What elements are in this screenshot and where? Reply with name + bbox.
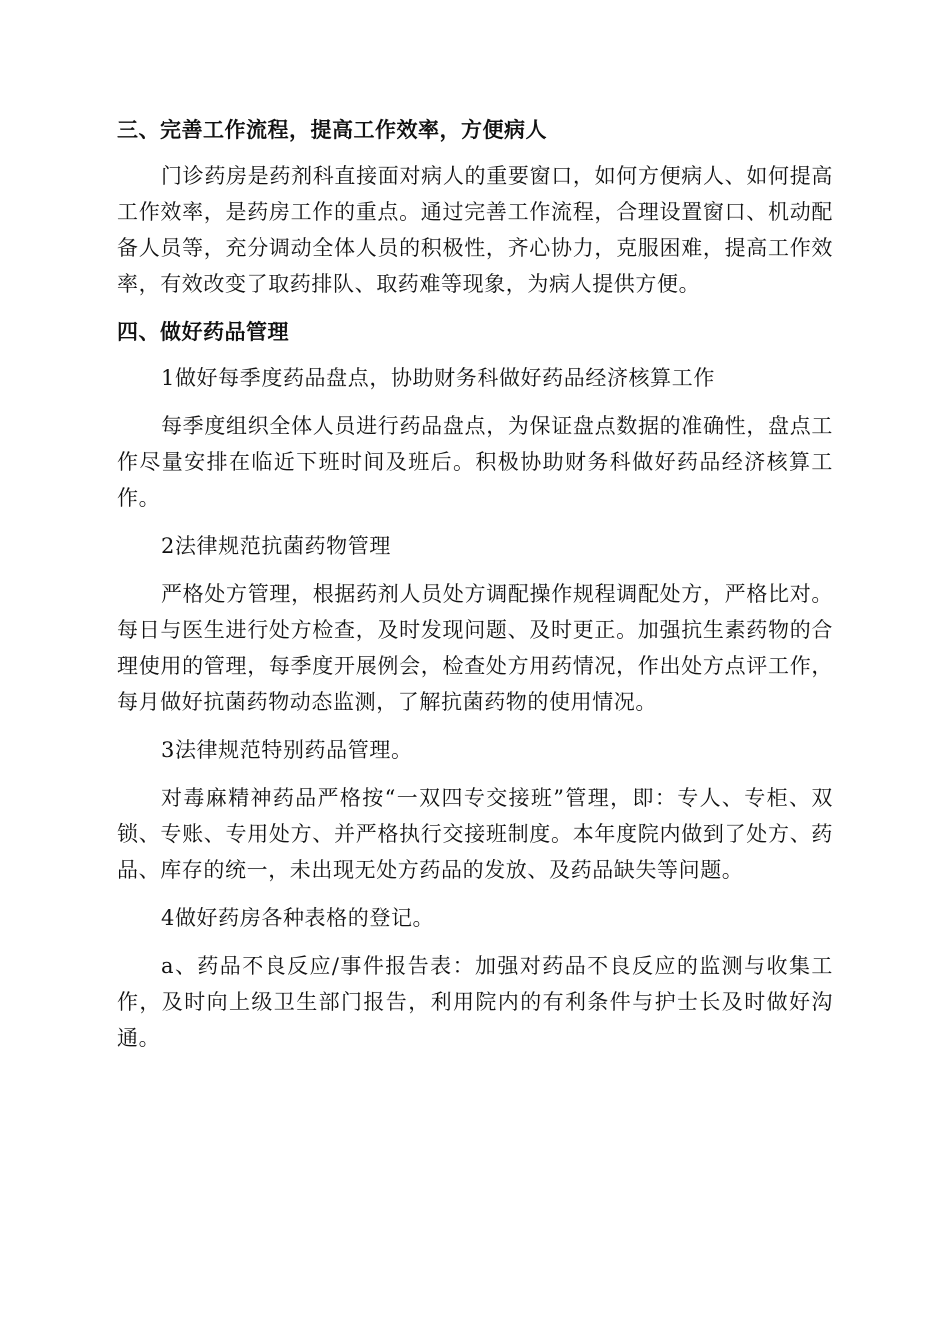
section-3-paragraph: 门诊药房是药剂科直接面对病人的重要窗口，如何方便病人、如何提高工作效率，是药房工作的重点。通过完善工作流程，合理设置窗口、机动配备人员等，充分调动全体人员的积极性，齐心协力，克服困难，提高工作效率，有效改变了取药排队、取药难等现象，为病人提供方便。 [117,164,833,296]
item-4-title: 4做好药房各种表格的登记。 [161,906,435,930]
item-3-text: 对毒麻精神药品严格按“一双四专交接班”管理，即：专人、专柜、双锁、专账、专用处方、并严格执行交接班制度。本年度院内做到了处方、药品、库存的统一，未出现无处方药品的发放、及药品缺失等问题。 [117,786,833,882]
item-2-text: 严格处方管理，根据药剂人员处方调配操作规程调配处方，严格比对。每日与医生进行处方检查，及时发现问题、及时更正。加强抗生素药物的合理使用的管理，每季度开展例会，检查处方用药情况，作出处方点评工作，每月做好抗菌药物动态监测，了解抗菌药物的使用情况。 [117,582,833,714]
item-2-title: 2法律规范抗菌药物管理 [161,534,391,558]
section-4-heading: 四、做好药品管理 [117,320,289,344]
document-body [117,112,833,1056]
section-3-heading: 三、完善工作流程，提高工作效率，方便病人 [117,118,547,142]
item-3-title: 3法律规范特别药品管理。 [161,738,413,762]
item-1-text: 每季度组织全体人员进行药品盘点，为保证盘点数据的准确性，盘点工作尽量安排在临近下班时间及班后。积极协助财务科做好药品经济核算工作。 [117,414,833,510]
item-4-text: a、药品不良反应/事件报告表：加强对药品不良反应的监测与收集工作，及时向上级卫生部门报告，利用院内的有利条件与护士长及时做好沟通。 [117,954,833,1050]
item-1-title: 1做好每季度药品盘点，协助财务科做好药品经济核算工作 [161,366,715,390]
